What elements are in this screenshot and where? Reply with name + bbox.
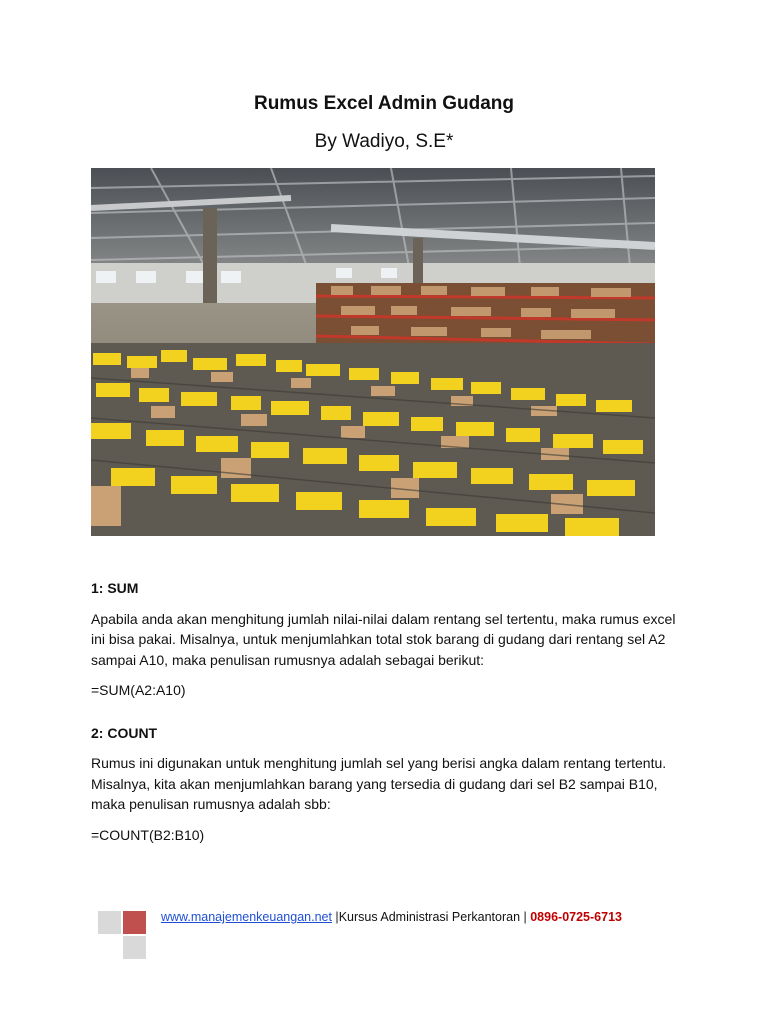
footer-separator: | <box>331 910 339 924</box>
footer-text <box>161 910 622 924</box>
section-count <box>91 723 681 846</box>
footer-separator: | <box>520 910 531 924</box>
article-body <box>91 578 681 867</box>
warehouse-photo <box>91 168 655 536</box>
section-formula: =SUM(A2:A10) <box>91 682 186 698</box>
footer-logo-square-gray-bottom <box>123 936 146 959</box>
footer-website-link[interactable]: www.manajemenkeuangan.net <box>161 910 332 924</box>
footer-logo-square-red <box>123 911 146 934</box>
page-footer <box>98 911 698 961</box>
section-formula: =COUNT(B2:B10) <box>91 826 205 843</box>
footer-logo-square-gray <box>98 911 121 934</box>
section-sum <box>91 578 681 701</box>
section-heading: 1: SUM <box>91 580 139 596</box>
section-heading: 2: COUNT <box>91 724 158 741</box>
footer-phone-number: 0896-0725-6713 <box>530 910 622 924</box>
document-title: Rumus Excel Admin Gudang <box>253 93 515 114</box>
footer-course-text: Kursus Administrasi Perkantoran <box>338 910 521 924</box>
document-byline: By Wadiyo, S.E* <box>314 131 454 152</box>
section-paragraph: Rumus ini digunakan untuk menghitung jumlah sel yang berisi angka dalam rentang tertentu. Misalnya, kita akan menjumlahkan barang yang tersedia di gudang dari sel B2 sampai B10, maka penulisan rumusnya adalah sbb: <box>91 755 667 812</box>
section-paragraph: Apabila anda akan menghitung jumlah nilai-nilai dalam rentang sel tertentu, maka rumus excel ini bisa pakai. Misalnya, untuk menjumlahkan total stok barang di gudang dari rentang sel A2 sampai A10, maka penulisan rumusnya adalah sebagai berikut: <box>91 610 676 668</box>
